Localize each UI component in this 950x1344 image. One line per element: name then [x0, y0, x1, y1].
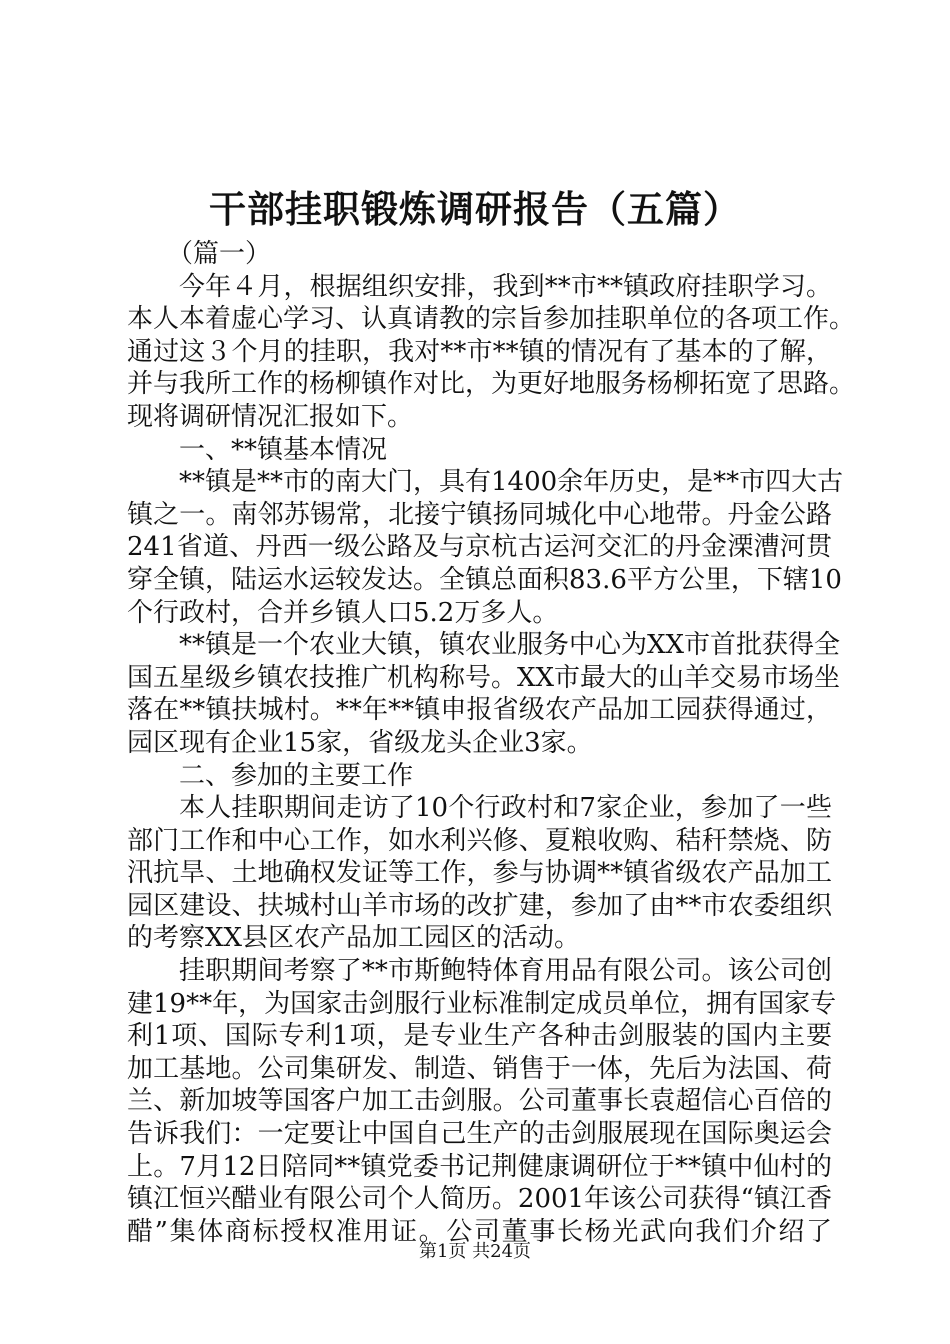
section-label: （篇一） [167, 239, 272, 269]
paragraph-line: 本人挂职期间走访了10个行政村和7家企业，参加了一些 [179, 793, 832, 824]
paragraph-line: 加工基地。公司集研发、制造、销售于一体，先后为法国、荷 [127, 1053, 832, 1084]
paragraph-line: 上。7月12日陪同**镇党委书记荆健康调研位于**镇中仙村的 [127, 1151, 832, 1182]
paragraph-line: 兰、新加坡等国客户加工击剑服。公司董事长袁超信心百倍的 [127, 1086, 832, 1117]
paragraph-line: 的考察XX县区农产品加工园区的活动。 [127, 923, 581, 954]
paragraph-line: 241省道、丹西一级公路及与京杭古运河交汇的丹金溧漕河贯 [127, 532, 832, 563]
paragraph-line: 利1项、国际专利1项，是专业生产各种击剑服装的国内主要 [127, 1021, 832, 1052]
document-title: 干部挂职锻炼调研报告（五篇） [209, 187, 741, 231]
paragraph-line: 穿全镇，陆运水运较发达。全镇总面积83.6平方公里，下辖10 [127, 564, 842, 595]
paragraph-line: 镇之一。南邻苏锡常，北接宁镇扬同城化中心地带。丹金公路 [127, 499, 832, 530]
paragraph-line: **镇是**市的南大门，具有1400余年历史，是**市四大古 [179, 467, 844, 498]
paragraph-line: 落在**镇扶城村。**年**镇申报省级农产品加工园获得通过， [127, 695, 832, 726]
section-heading: 一、**镇基本情况 [179, 434, 388, 465]
paragraph-line: 建19**年，为国家击剑服行业标准制定成员单位，拥有国家专 [127, 988, 837, 1019]
document-body [127, 238, 856, 1248]
paragraph-line: **镇是一个农业大镇，镇农业服务中心为XX市首批获得全 [179, 630, 841, 661]
paragraph-line: 园区建设、扶城村山羊市场的改扩建，参加了由**市农委组织 [127, 890, 832, 921]
paragraph-line: 挂职期间考察了**市斯鲍特体育用品有限公司。该公司创 [179, 956, 832, 987]
page-number-footer: 第1页 共24页 [418, 1241, 532, 1262]
paragraph-line: 通过这３个月的挂职，我对**市**镇的情况有了基本的了解， [127, 336, 832, 367]
section-heading: 二、参加的主要工作 [179, 760, 414, 791]
paragraph-line: 醋”集体商标授权准用证。公司董事长杨光武向我们介绍了 [127, 1216, 832, 1247]
paragraph-line: 国五星级乡镇农技推广机构称号。XX市最大的山羊交易市场坐 [127, 662, 841, 693]
paragraph-line: 告诉我们：一定要让中国自己生产的击剑服展现在国际奥运会 [127, 1119, 832, 1150]
paragraph-line: 个行政村，合并乡镇人口5.2万多人。 [127, 597, 559, 628]
paragraph-line: 部门工作和中心工作，如水利兴修、夏粮收购、秸秆禁烧、防 [127, 825, 832, 856]
paragraph-line: 园区现有企业15家，省级龙头企业3家。 [127, 727, 593, 758]
paragraph-line: 镇江恒兴醋业有限公司个人简历。2001年该公司获得“镇江香 [127, 1184, 832, 1215]
paragraph-line: 并与我所工作的杨柳镇作对比，为更好地服务杨柳拓宽了思路。 [127, 369, 856, 400]
paragraph-line: 汛抗旱、土地确权发证等工作，参与协调**镇省级农产品加工 [127, 858, 832, 889]
paragraph-line: 今年４月，根据组织安排，我到**市**镇政府挂职学习。 [179, 271, 832, 302]
paragraph-line: 本人本着虚心学习、认真请教的宗旨参加挂职单位的各项工作。 [127, 304, 856, 335]
paragraph-line: 现将调研情况汇报如下。 [127, 401, 414, 432]
